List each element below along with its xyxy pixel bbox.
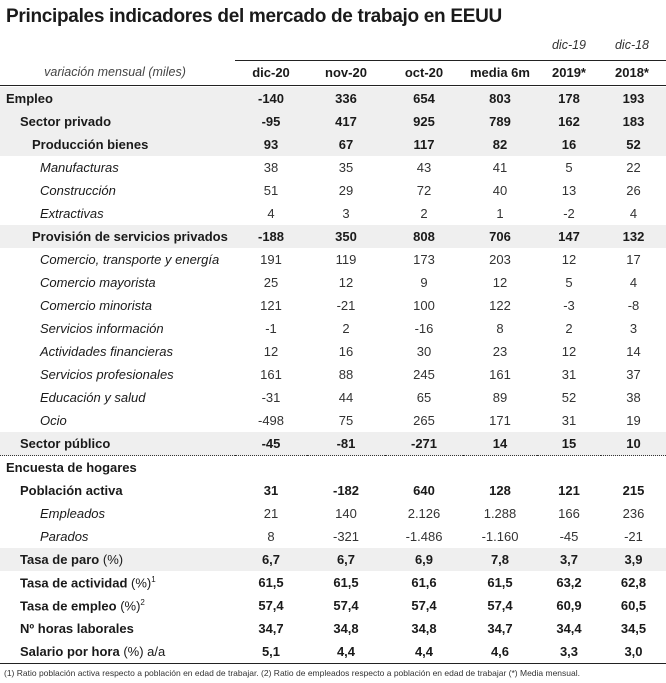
column-header: dic-20 (252, 65, 290, 80)
cell-value: 12 (561, 252, 577, 267)
cell-value: -182 (332, 483, 360, 498)
row-label-text: Salario por hora (20, 644, 120, 659)
cell-value: 13 (561, 183, 577, 198)
cell-value: 161 (489, 367, 511, 382)
row-label-text: Sector privado (20, 114, 112, 129)
cell-value: 203 (489, 252, 511, 267)
cell-value: 43 (416, 160, 432, 175)
cell-value: 4 (629, 275, 638, 290)
column-header-row (0, 61, 666, 85)
row-label (0, 548, 235, 571)
table-row (0, 110, 666, 133)
cell-value (385, 456, 463, 480)
table-row (0, 340, 666, 363)
row-label-text: Empleo (6, 91, 53, 106)
cell-value: 93 (235, 133, 307, 156)
cell-value: 3,9 (601, 548, 666, 571)
cell-value: 89 (492, 390, 508, 405)
cell-value: -45 (559, 529, 579, 544)
cell-value (235, 456, 307, 480)
row-label (0, 271, 235, 294)
row-label-unit: (%) a/a (123, 644, 166, 659)
cell-value: 44 (338, 390, 354, 405)
cell-value: 5,1 (235, 640, 307, 664)
row-label (0, 225, 235, 248)
cell-value (537, 456, 601, 480)
cell-value: 925 (385, 110, 463, 133)
cell-value: 6,7 (307, 548, 385, 571)
cell-value: 14 (463, 432, 537, 456)
cell-value: 37 (626, 367, 641, 382)
row-label-unit: (%) (102, 552, 124, 567)
indicators-table (0, 87, 666, 664)
cell-value: 67 (307, 133, 385, 156)
cell-value: 121 (558, 483, 580, 498)
table-row (0, 87, 666, 110)
cell-value: 215 (622, 483, 645, 498)
cell-value: 17 (626, 252, 641, 267)
cell-value: 51 (263, 183, 279, 198)
table-row (0, 432, 666, 456)
row-label (0, 202, 235, 225)
cell-value: 117 (385, 133, 463, 156)
cell-value: 61,5 (333, 575, 359, 590)
cell-value: 38 (626, 390, 641, 405)
cell-value: 15 (537, 432, 601, 456)
cell-value: 19 (626, 413, 641, 428)
cell-value: 5 (565, 275, 573, 290)
header-top-dic19: dic-19 (551, 38, 587, 52)
cell-value: 34,8 (411, 621, 437, 636)
table-row (0, 456, 666, 480)
row-label-text: Parados (40, 529, 89, 544)
row-label (0, 571, 235, 594)
footnote-ref: 2 (140, 597, 145, 607)
row-label-text: Manufacturas (40, 160, 119, 175)
cell-value: -16 (414, 321, 434, 336)
cell-value: 61,5 (487, 575, 513, 590)
cell-value: 183 (601, 110, 666, 133)
cell-value: 3,7 (537, 548, 601, 571)
row-label (0, 156, 235, 179)
row-label-text: Ocio (40, 413, 67, 428)
cell-value: 40 (492, 183, 508, 198)
cell-value: 31 (263, 483, 279, 498)
table-row (0, 248, 666, 271)
cell-value: 57,4 (333, 598, 359, 613)
cell-value: -1.486 (405, 529, 443, 544)
table-row (0, 548, 666, 571)
row-label (0, 248, 235, 271)
row-label (0, 617, 235, 640)
cell-value: 30 (416, 344, 432, 359)
row-label-text: Nº horas laborales (20, 621, 134, 636)
cell-value: 171 (489, 413, 511, 428)
cell-value: 57,4 (411, 598, 437, 613)
cell-value: 12 (492, 275, 508, 290)
table-row (0, 294, 666, 317)
table-row (0, 617, 666, 640)
cell-value: 14 (626, 344, 641, 359)
cell-value: 25 (263, 275, 279, 290)
cell-value: 29 (338, 183, 354, 198)
row-label-unit: (%) (120, 598, 141, 614)
cell-value: 60,5 (620, 598, 647, 613)
cell-value: -1.160 (481, 529, 519, 544)
cell-value: 245 (413, 367, 435, 382)
cell-value: 12 (263, 344, 279, 359)
cell-value: 193 (601, 87, 666, 110)
cell-value: -188 (235, 225, 307, 248)
header-bottom-divider (0, 85, 666, 86)
cell-value: -321 (332, 529, 360, 544)
cell-value: 236 (622, 506, 645, 521)
cell-value: 52 (561, 390, 577, 405)
cell-value: 4,4 (385, 640, 463, 664)
cell-value: 3 (629, 321, 638, 336)
table-row (0, 502, 666, 525)
cell-value: 72 (416, 183, 432, 198)
table-row (0, 156, 666, 179)
cell-value: 161 (260, 367, 282, 382)
cell-value: 34,7 (487, 621, 513, 636)
row-label-text: Tasa de paro (20, 552, 100, 567)
cell-value: 35 (338, 160, 354, 175)
footnote: (1) Ratio población activa respecto a población en edad de trabajar. (2) Ratio de empleados respecto a población en edad de trabajar (*) Media mensual. (4, 668, 580, 678)
cell-value: -31 (261, 390, 281, 405)
cell-value: 173 (413, 252, 435, 267)
cell-value: 3,0 (601, 640, 666, 664)
cell-value: 12 (338, 275, 354, 290)
cell-value: 4 (629, 206, 638, 221)
table-row (0, 133, 666, 156)
cell-value: 178 (537, 87, 601, 110)
cell-value: -140 (235, 87, 307, 110)
cell-value: 706 (463, 225, 537, 248)
cell-value: 8 (496, 321, 504, 336)
row-label (0, 87, 235, 110)
cell-value: 88 (338, 367, 354, 382)
row-label-text: Comercio minorista (40, 298, 152, 313)
row-label (0, 110, 235, 133)
row-label (0, 409, 235, 432)
cell-value: 119 (335, 252, 357, 267)
cell-value: 147 (537, 225, 601, 248)
row-label-text: Extractivas (40, 206, 104, 221)
cell-value: 350 (307, 225, 385, 248)
cell-value: 336 (307, 87, 385, 110)
table-row (0, 271, 666, 294)
cell-value: 61,5 (258, 575, 284, 590)
cell-value (601, 456, 666, 480)
cell-value: 82 (463, 133, 537, 156)
cell-value: 132 (601, 225, 666, 248)
cell-value: 31 (561, 413, 577, 428)
table-row (0, 479, 666, 502)
cell-value: 9 (420, 275, 428, 290)
cell-value: 3,3 (537, 640, 601, 664)
cell-value: 6,7 (235, 548, 307, 571)
column-header: media 6m (470, 65, 530, 80)
cell-value: 6,9 (385, 548, 463, 571)
cell-value: 2 (342, 321, 350, 336)
cell-value: 789 (463, 110, 537, 133)
cell-value (307, 456, 385, 480)
cell-value: 5 (565, 160, 573, 175)
cell-value: 122 (489, 298, 511, 313)
cell-value: -21 (624, 529, 643, 544)
table-row (0, 363, 666, 386)
cell-value: 140 (335, 506, 357, 521)
row-label (0, 386, 235, 409)
header-top-dic18: dic-18 (614, 38, 650, 52)
cell-value: 654 (385, 87, 463, 110)
cell-value: 57,4 (487, 598, 513, 613)
row-label (0, 363, 235, 386)
cell-value: -498 (257, 413, 285, 428)
cell-value: 4,4 (307, 640, 385, 664)
cell-value: 41 (492, 160, 508, 175)
cell-value: 2 (565, 321, 573, 336)
cell-value: 38 (263, 160, 279, 175)
cell-value: -81 (307, 432, 385, 456)
table-row (0, 317, 666, 340)
row-label-text: Población activa (20, 483, 123, 498)
cell-value: 65 (416, 390, 432, 405)
table-row (0, 525, 666, 548)
cell-value: 26 (626, 183, 641, 198)
cell-value: 808 (385, 225, 463, 248)
row-label-unit: (%) (131, 575, 152, 591)
cell-value: 3 (342, 206, 350, 221)
cell-value: 4,6 (463, 640, 537, 664)
row-label-header: variación mensual (miles) (44, 65, 186, 79)
table-row (0, 594, 666, 617)
cell-value: 191 (260, 252, 282, 267)
cell-value: 2 (420, 206, 428, 221)
cell-value: 57,4 (258, 598, 284, 613)
row-label-text: Actividades financieras (40, 344, 173, 359)
cell-value: 1 (496, 206, 504, 221)
cell-value: 7,8 (463, 548, 537, 571)
table-row (0, 571, 666, 594)
row-label (0, 525, 235, 548)
table-row (0, 179, 666, 202)
table-row (0, 409, 666, 432)
cell-value: 16 (338, 344, 354, 359)
row-label-text: Tasa de actividad (20, 575, 128, 591)
column-header: oct-20 (404, 65, 444, 80)
cell-value: 34,5 (620, 621, 647, 636)
cell-value: 166 (558, 506, 580, 521)
row-label (0, 594, 235, 617)
cell-value: 162 (537, 110, 601, 133)
cell-value: 121 (260, 298, 282, 313)
cell-value: -271 (385, 432, 463, 456)
cell-value: 10 (601, 432, 666, 456)
cell-value: 62,8 (620, 575, 647, 590)
row-label-text: Empleados (40, 506, 106, 521)
cell-value: 23 (492, 344, 508, 359)
table-row (0, 640, 666, 664)
cell-value (463, 456, 537, 480)
cell-value: 12 (561, 344, 577, 359)
cell-value: -95 (235, 110, 307, 133)
row-label-text: Comercio mayorista (40, 275, 156, 290)
cell-value: -21 (336, 298, 356, 313)
row-label (0, 294, 235, 317)
cell-value: -45 (235, 432, 307, 456)
row-label-text: Sector público (20, 436, 111, 451)
row-label (0, 432, 235, 456)
row-label-text: Servicios profesionales (40, 367, 174, 382)
cell-value: -2 (563, 206, 575, 221)
row-label (0, 340, 235, 363)
row-label (0, 502, 235, 525)
cell-value: -1 (265, 321, 277, 336)
table-row (0, 386, 666, 409)
cell-value: 52 (601, 133, 666, 156)
column-header: nov-20 (325, 65, 367, 80)
column-header: 2018* (615, 65, 649, 80)
row-label-text: Servicios información (40, 321, 164, 336)
cell-value: 8 (267, 529, 275, 544)
row-label-text: Producción bienes (32, 137, 149, 152)
cell-value: 61,6 (411, 575, 437, 590)
table-title: Principales indicadores del mercado de trabajo en EEUU (6, 6, 502, 27)
row-label (0, 456, 235, 480)
cell-value: 21 (263, 506, 279, 521)
footnote-ref: 1 (151, 574, 156, 584)
cell-value: 640 (413, 483, 435, 498)
cell-value: 31 (561, 367, 577, 382)
cell-value: 4 (267, 206, 275, 221)
cell-value: 2.126 (407, 506, 441, 521)
cell-value: 34,4 (556, 621, 582, 636)
cell-value: 75 (338, 413, 354, 428)
cell-value: 1.288 (483, 506, 517, 521)
row-label-text: Provisión de servicios privados (32, 229, 228, 244)
cell-value: 16 (537, 133, 601, 156)
table-row (0, 225, 666, 248)
cell-value: 128 (489, 483, 511, 498)
cell-value: 417 (307, 110, 385, 133)
cell-value: 803 (463, 87, 537, 110)
cell-value: -8 (627, 298, 640, 313)
cell-value: 22 (626, 160, 641, 175)
row-label-text: Encuesta de hogares (6, 460, 137, 475)
cell-value: 34,7 (258, 621, 284, 636)
row-label (0, 179, 235, 202)
row-label (0, 317, 235, 340)
row-label-text: Tasa de empleo (20, 598, 117, 614)
column-header: 2019* (552, 65, 586, 80)
cell-value: 265 (413, 413, 435, 428)
cell-value: 100 (413, 298, 435, 313)
row-label (0, 133, 235, 156)
row-label (0, 640, 235, 664)
cell-value: 63,2 (556, 575, 582, 590)
row-label-text: Comercio, transporte y energía (40, 252, 220, 267)
cell-value: 34,8 (333, 621, 359, 636)
cell-value: -3 (563, 298, 575, 313)
row-label-text: Educación y salud (40, 390, 146, 405)
table-row (0, 202, 666, 225)
row-label (0, 479, 235, 502)
row-label-text: Construcción (40, 183, 116, 198)
cell-value: 60,9 (556, 598, 582, 613)
